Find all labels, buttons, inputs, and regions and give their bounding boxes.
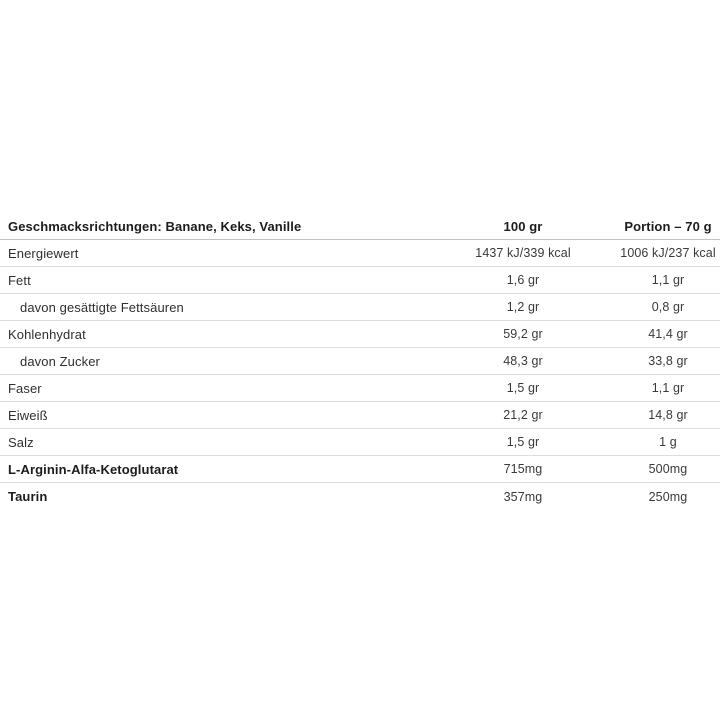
nutrient-label: Faser [8, 380, 42, 396]
nutrient-label: Taurin [8, 489, 48, 504]
column-header-portion: Portion – 70 g [624, 218, 712, 234]
value-per-portion: 14,8 gr [648, 408, 688, 422]
nutrient-label: Kohlenhydrat [8, 326, 86, 342]
nutrient-label: Energiewert [8, 245, 79, 261]
value-per-portion: 41,4 gr [648, 327, 688, 341]
table-row-fett [0, 267, 720, 294]
value-per-100g: 1,5 gr [506, 381, 540, 395]
flavors-header-label: Geschmacksrichtungen: Banane, Keks, Vanille [8, 218, 302, 234]
value-per-100g: 21,2 gr [503, 408, 543, 422]
table-row-faser [0, 375, 720, 402]
value-per-100g: 59,2 gr [503, 327, 543, 341]
value-per-portion: 500mg [648, 462, 688, 476]
value-per-portion: 250mg [648, 489, 688, 504]
table-row-eiweiss [0, 402, 720, 429]
value-per-portion: 0,8 gr [651, 300, 685, 314]
value-per-portion: 33,8 gr [648, 354, 688, 368]
nutrition-table [0, 213, 720, 510]
table-row-salz [0, 429, 720, 456]
value-per-portion: 1 g [659, 435, 677, 449]
value-per-100g: 357mg [503, 489, 543, 504]
value-per-100g: 715mg [503, 462, 543, 476]
nutrient-label: davon gesättigte Fettsäuren [20, 299, 184, 315]
nutrient-label: Salz [8, 434, 34, 450]
value-per-portion: 1006 kJ/237 kcal [620, 246, 716, 260]
value-per-100g: 1,2 gr [506, 300, 540, 314]
nutrient-label: Fett [8, 272, 31, 288]
table-header-row [0, 213, 720, 240]
value-per-portion: 1,1 gr [651, 381, 685, 395]
value-per-100g: 48,3 gr [503, 354, 543, 368]
value-per-100g: 1,5 gr [506, 435, 540, 449]
table-row-taurin [0, 483, 720, 510]
table-row-davon-zucker [0, 348, 720, 375]
nutrient-label: Eiweiß [8, 407, 48, 423]
value-per-100g: 1,6 gr [506, 273, 540, 287]
table-row-energiewert [0, 240, 720, 267]
value-per-100g: 1437 kJ/339 kcal [475, 246, 571, 260]
table-row-l-arginin-alfa-ketoglutarat [0, 456, 720, 483]
table-row-kohlenhydrat [0, 321, 720, 348]
value-per-portion: 1,1 gr [651, 273, 685, 287]
nutrient-label: davon Zucker [20, 353, 100, 369]
table-row-gesaettigte-fettsaeuren [0, 294, 720, 321]
column-header-100g: 100 gr [503, 218, 543, 234]
nutrient-label: L-Arginin-Alfa-Ketoglutarat [8, 461, 179, 477]
